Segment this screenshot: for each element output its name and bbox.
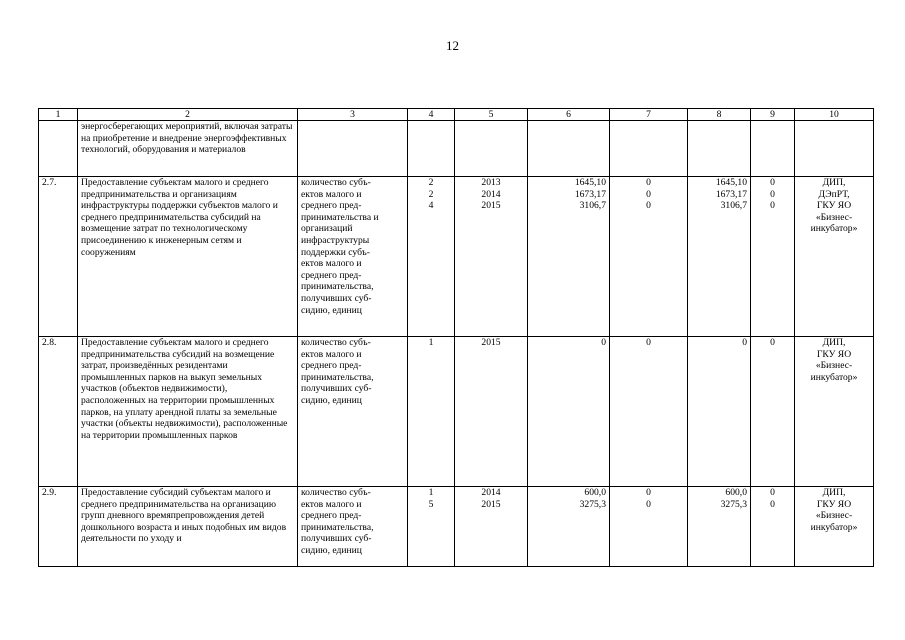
col9-cell <box>751 337 795 487</box>
c6-line: 0 <box>601 337 606 348</box>
executor-line: ДИП, <box>822 337 846 348</box>
c7-line: 0 <box>646 487 651 498</box>
executor-line: ДИП, <box>822 487 846 498</box>
table-row <box>39 177 874 337</box>
c8-line: 3275,3 <box>720 498 747 510</box>
c5-line: 2013 <box>481 177 501 188</box>
col7-cell <box>610 487 688 567</box>
indicator-line: среднего пред- <box>301 510 362 522</box>
executor-line: инкубатор» <box>810 371 858 383</box>
indicator-line: инфраструктуры <box>301 234 370 246</box>
item-number: 2.7. <box>39 177 78 337</box>
indicator-cell <box>298 121 408 177</box>
c8-line: 1645,10 <box>715 177 747 188</box>
executor-line: «Бизнес- <box>815 510 853 522</box>
indicator-line: организаций <box>301 223 353 235</box>
total-cell <box>528 177 610 337</box>
col8-cell <box>688 121 751 177</box>
indicator-line: получивших суб- <box>301 533 372 545</box>
col9-cell <box>751 177 795 337</box>
table-row <box>39 121 874 177</box>
executor-line: ГКУ ЯО <box>816 200 852 212</box>
c7-line: 0 <box>646 188 651 200</box>
table-row <box>39 487 874 567</box>
col4-cell <box>408 177 455 337</box>
indicator-line: принимательства и <box>301 211 379 223</box>
indicator-line: получивших суб- <box>301 292 372 304</box>
indicator-line: количество субъ- <box>301 487 371 498</box>
column-header: 10 <box>795 109 874 121</box>
header-row <box>39 109 874 121</box>
executor-line: инкубатор» <box>810 521 858 533</box>
c6-line: 3275,3 <box>579 498 606 510</box>
c6-line: 1645,10 <box>574 177 606 188</box>
indicator-line: среднего пред- <box>301 200 362 212</box>
col8-cell <box>688 337 751 487</box>
c9-line: 0 <box>770 487 775 498</box>
col7-cell <box>610 177 688 337</box>
c5-line: 2015 <box>481 498 501 510</box>
c4-line: 1 <box>428 487 434 498</box>
c8-line: 1673,17 <box>715 188 747 200</box>
item-number: 2.8. <box>39 337 78 487</box>
year-cell <box>455 177 528 337</box>
executor-line: инкубатор» <box>810 223 858 235</box>
c6-line: 600,0 <box>584 487 606 498</box>
indicator-line: получивших суб- <box>301 383 372 395</box>
column-header: 1 <box>39 109 78 121</box>
column-header: 6 <box>528 109 610 121</box>
column-header: 9 <box>751 109 795 121</box>
executor-line: ДЭпРТ, <box>818 188 850 200</box>
item-description: Предоставление субсидий субъектам малого и среднего предпринимательства на организацию групп дневного времяпрепровождения детей дошкольного возраста и иных подобных им видов деятельности по уходу и <box>78 487 298 567</box>
c7-line: 0 <box>646 177 651 188</box>
item-description: энергосберегающих мероприятий, включая затраты на приобретение и внедрение энергоэффективных технологий, оборудования и материалов <box>78 121 298 177</box>
indicator-line: сидию, единиц <box>301 304 362 316</box>
executor-cell <box>795 177 874 337</box>
indicator-cell <box>298 487 408 567</box>
year-cell <box>455 337 528 487</box>
executor-line: ГКУ ЯО <box>816 498 852 510</box>
indicator-line: сидию, единиц <box>301 394 362 406</box>
indicator-line: принимательства, <box>301 521 374 533</box>
executor-cell <box>795 337 874 487</box>
page-number: 12 <box>446 38 459 53</box>
c7-line: 0 <box>646 200 651 212</box>
c5-line: 2014 <box>481 188 501 200</box>
c9-line: 0 <box>770 188 775 200</box>
executor-line: ГКУ ЯО <box>816 348 852 360</box>
col8-cell <box>688 487 751 567</box>
c4-line: 2 <box>428 177 434 188</box>
indicator-line: принимательства, <box>301 281 374 293</box>
item-description: Предоставление субъектам малого и среднего предпринимательства и организациям инфраструктуры поддержки субъектов малого и среднего предпринимательства субсидий на возмещение затрат по технологическому присоединению к инженерным сетям и сооружениям <box>78 177 298 337</box>
indicator-line: ектов малого и <box>301 348 362 360</box>
executor-cell <box>795 121 874 177</box>
indicator-line: сидию, единиц <box>301 544 362 556</box>
column-header: 5 <box>455 109 528 121</box>
item-number: 2.9. <box>39 487 78 567</box>
program-table <box>38 108 874 567</box>
col4-cell <box>408 487 455 567</box>
indicator-line: ектов малого и <box>301 498 362 510</box>
column-header: 3 <box>298 109 408 121</box>
executor-line: «Бизнес- <box>815 211 853 223</box>
c4-line: 1 <box>428 337 434 348</box>
item-number <box>39 121 78 177</box>
column-header: 2 <box>78 109 298 121</box>
indicator-line: количество субъ- <box>301 337 371 348</box>
c5-line: 2015 <box>481 337 501 348</box>
total-cell <box>528 337 610 487</box>
col4-cell <box>408 337 455 487</box>
c9-line: 0 <box>770 337 775 348</box>
c8-line: 3106,7 <box>720 200 747 212</box>
column-header: 7 <box>610 109 688 121</box>
col7-cell <box>610 121 688 177</box>
indicator-cell <box>298 177 408 337</box>
total-cell <box>528 121 610 177</box>
indicator-line: ектов малого и <box>301 258 362 270</box>
c8-line: 600,0 <box>725 487 747 498</box>
c7-line: 0 <box>646 337 651 348</box>
c9-line: 0 <box>770 498 775 510</box>
total-cell <box>528 487 610 567</box>
col4-cell <box>408 121 455 177</box>
year-cell <box>455 121 528 177</box>
col9-cell <box>751 121 795 177</box>
c9-line: 0 <box>770 200 775 212</box>
col8-cell <box>688 177 751 337</box>
year-cell <box>455 487 528 567</box>
c9-line: 0 <box>770 177 775 188</box>
column-header: 4 <box>408 109 455 121</box>
col7-cell <box>610 337 688 487</box>
column-header: 8 <box>688 109 751 121</box>
c6-line: 3106,7 <box>579 200 606 212</box>
indicator-line: среднего пред- <box>301 269 362 281</box>
executor-cell <box>795 487 874 567</box>
indicator-cell <box>298 337 408 487</box>
c8-line: 0 <box>742 337 747 348</box>
item-description: Предоставление субъектам малого и среднего предпринимательства субсидий на возмещение затрат, произведённых резидентами промышленных парков на выкуп земельных участков (объектов недвижимости), расположенных на территории промышленных парков, на уплату арендной платы за земельные участки (объекты недвижимости), расположенные на территории промышленных парков <box>78 337 298 487</box>
table-row <box>39 337 874 487</box>
c4-line: 4 <box>428 200 434 212</box>
indicator-line: поддержки субъ- <box>301 246 370 258</box>
executor-line: ДИП, <box>822 177 846 188</box>
c6-line: 1673,17 <box>574 188 606 200</box>
c4-line: 5 <box>428 498 434 510</box>
indicator-line: принимательства, <box>301 371 374 383</box>
executor-line: «Бизнес- <box>815 360 853 372</box>
c5-line: 2015 <box>481 200 501 212</box>
indicator-line: среднего пред- <box>301 360 362 372</box>
c5-line: 2014 <box>481 487 501 498</box>
indicator-line: количество субъ- <box>301 177 371 188</box>
col9-cell <box>751 487 795 567</box>
c7-line: 0 <box>646 498 651 510</box>
c4-line: 2 <box>428 188 434 200</box>
indicator-line: ектов малого и <box>301 188 362 200</box>
